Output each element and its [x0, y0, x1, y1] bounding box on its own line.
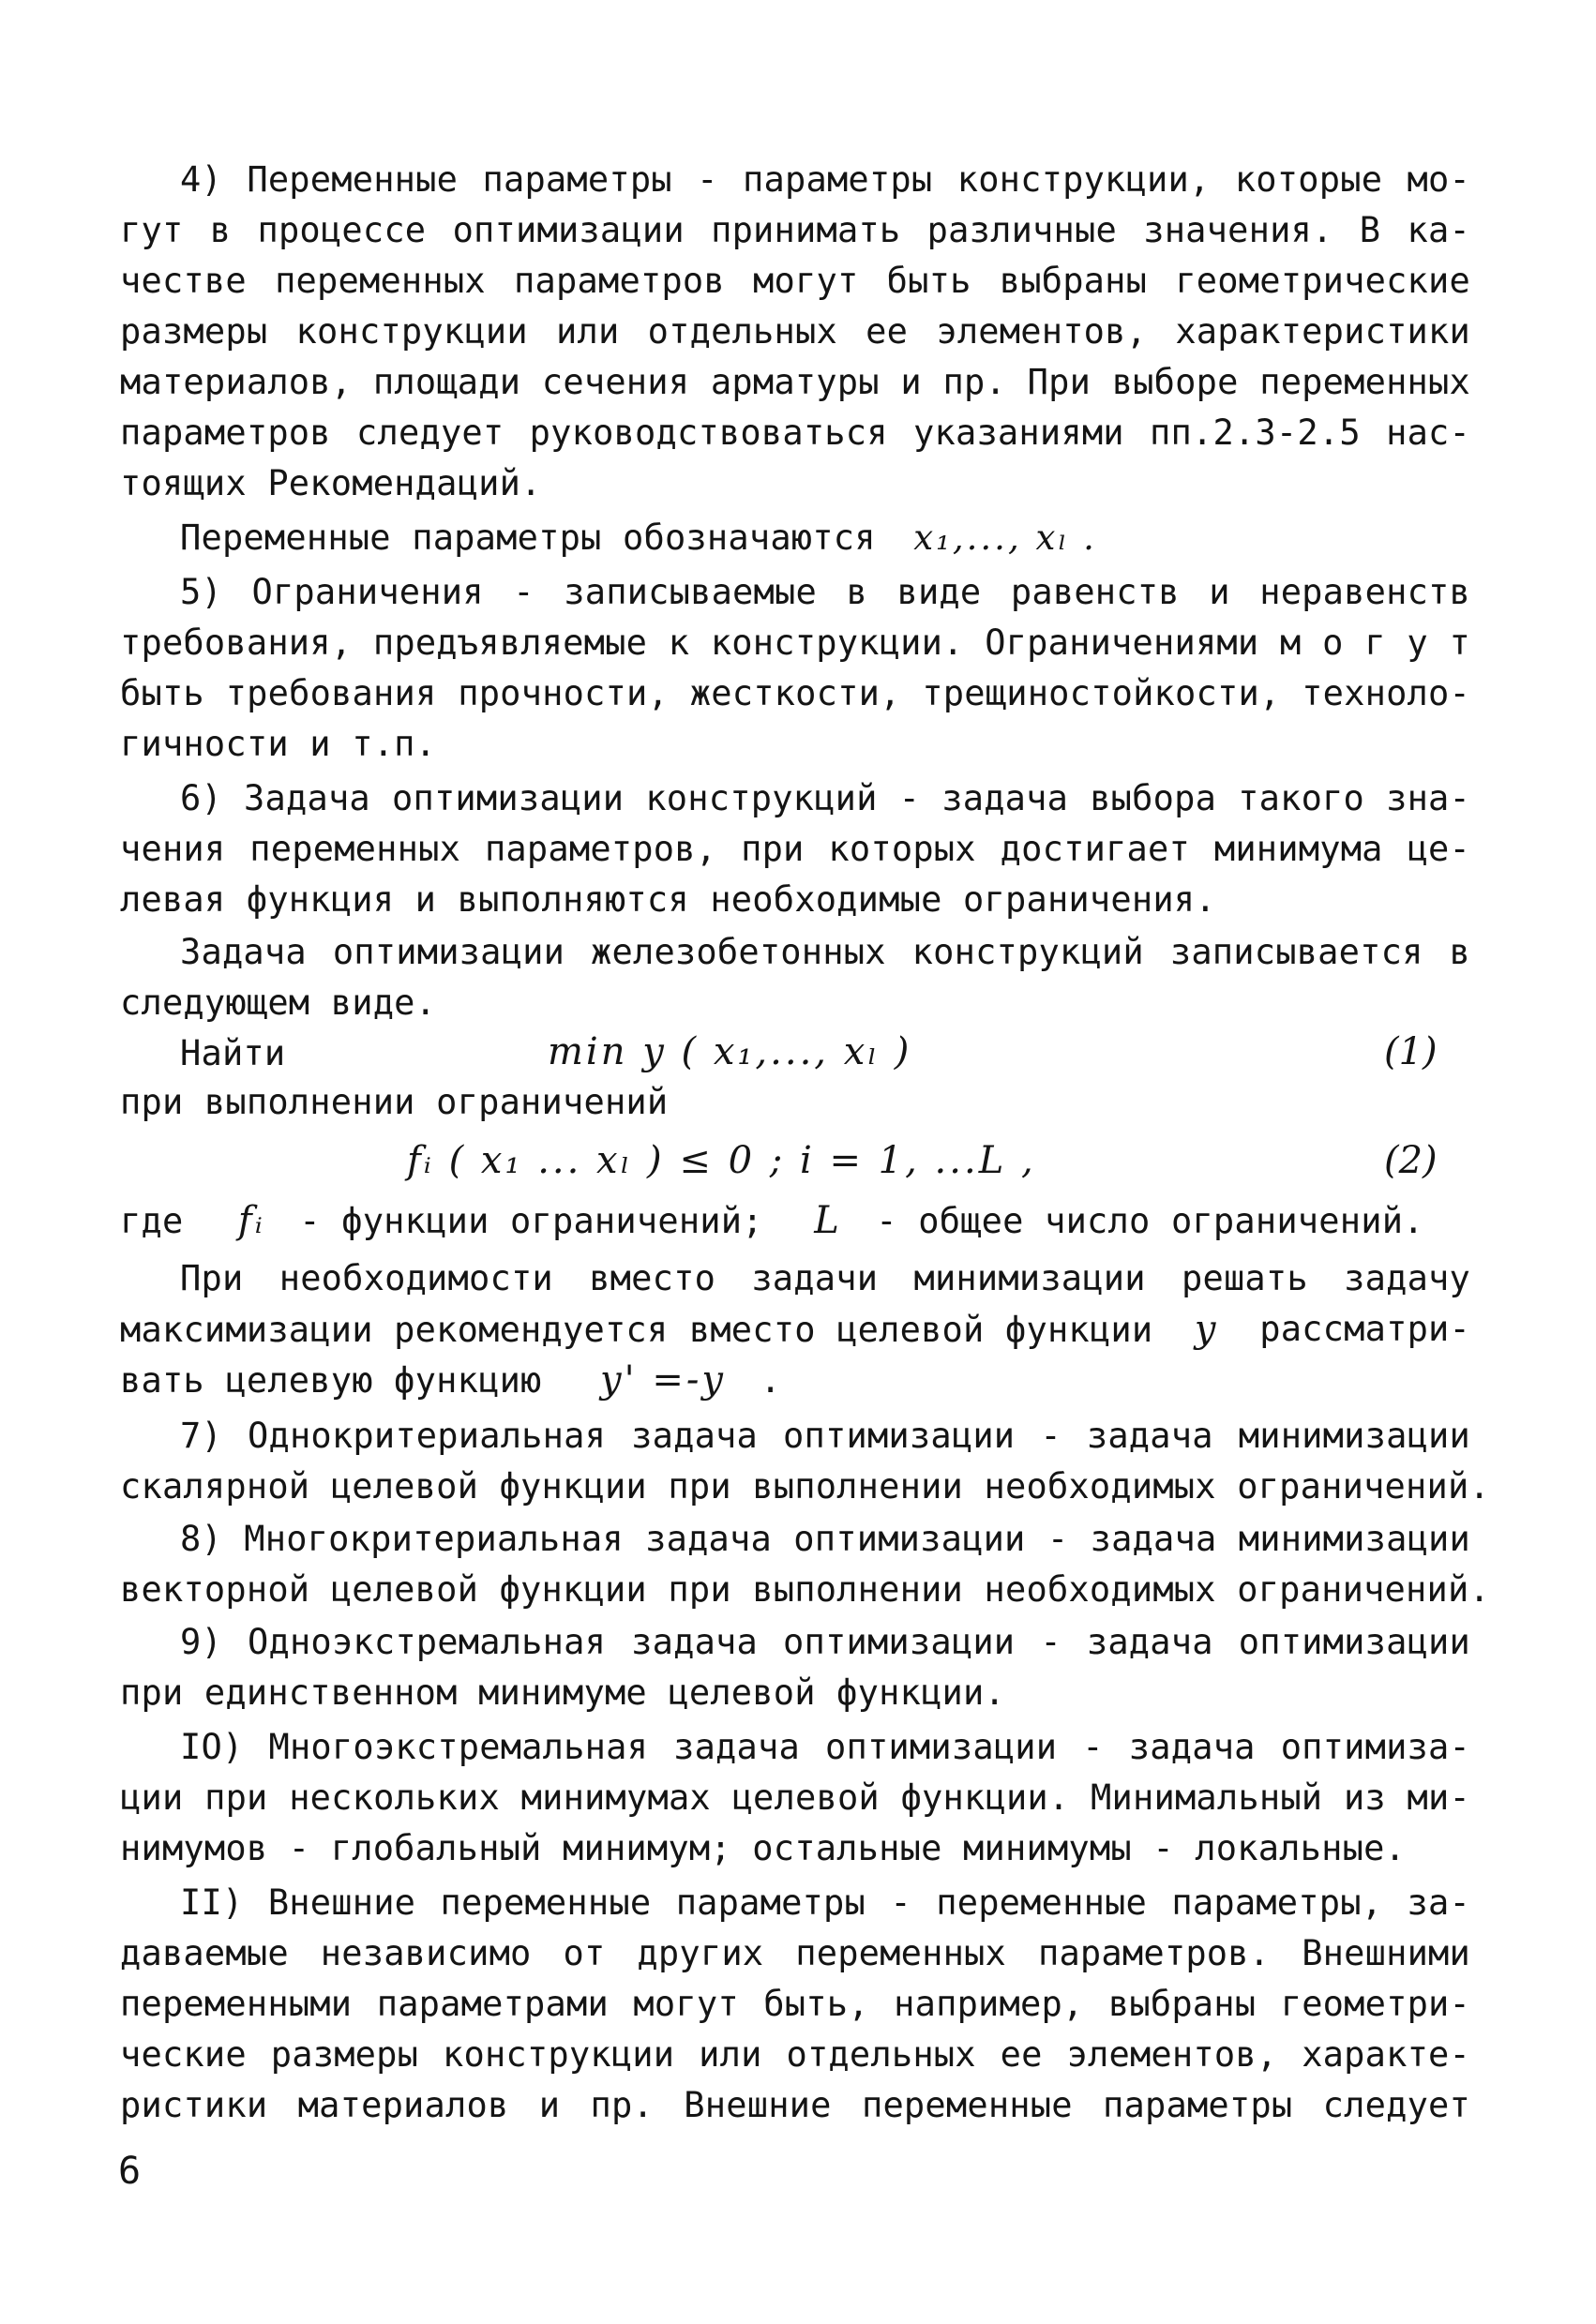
- equation-2: fᵢ ( x₁ ... xₗ ) ≤ 0 ; i = 1, ...L ,: [407, 1139, 1036, 1182]
- where-line: [120, 1196, 1470, 1245]
- text-line: II) Внешние переменные параметры - переменные параметры, за-: [180, 1882, 1470, 1923]
- text-line: требования, предъявляемые к конструкции. Ограничениями м о г у т: [120, 622, 1470, 663]
- equation-1: min y ( x₁,..., xₗ ): [548, 1030, 912, 1073]
- max-text: максимизации рекомендуется вместо целевой функции: [120, 1310, 1153, 1350]
- text-line: при единственном минимуме целевой функции.: [120, 1672, 1005, 1713]
- where-word: где: [120, 1201, 184, 1241]
- text-line: [120, 1356, 1470, 1404]
- equation-1-number: (1): [1384, 1030, 1438, 1073]
- text-line: ции при нескольких минимумах целевой функции. Минимальный из ми-: [120, 1777, 1470, 1818]
- text-line: ческие размеры конструкции или отдельных ее элементов, характе-: [120, 2034, 1470, 2075]
- page-number: 6: [118, 2150, 142, 2193]
- where-f-symbol: fᵢ: [237, 1199, 265, 1242]
- text-line: переменными параметрами могут быть, например, выбраны геометри-: [120, 1984, 1470, 2024]
- text-line: [120, 1305, 1470, 1354]
- where-f-description: - функции ограничений;: [299, 1201, 763, 1241]
- find-label: Найти: [180, 1033, 286, 1073]
- text-line: ристики материалов и пр. Внешние переменные параметры следует: [120, 2085, 1470, 2125]
- condition-label: при выполнении ограничений: [120, 1082, 669, 1122]
- text-line: 9) Одноэкстремальная задача оптимизации - задача оптимизации: [180, 1622, 1470, 1662]
- text-line: векторной целевой функции при выполнении необходимых ограничений.: [120, 1569, 1490, 1610]
- text-line: даваемые независимо от других переменных параметров. Внешними: [120, 1933, 1470, 1973]
- text-line: нимумов - глобальный минимум; остальные минимумы - локальные.: [120, 1828, 1407, 1868]
- text-line: следующем виде.: [120, 982, 437, 1023]
- text-line: материалов, площади сечения арматуры и пр. При выборе переменных: [120, 362, 1470, 402]
- text-line: 4) Переменные параметры - параметры конструкции, которые мо-: [180, 159, 1470, 200]
- variables-text: Переменные параметры обозначаются: [180, 517, 876, 558]
- where-L-description: - общее число ограничений.: [876, 1201, 1424, 1241]
- text-line: размеры конструкции или отдельных ее элементов, характеристики: [120, 311, 1470, 352]
- text-line: чения переменных параметров, при которых достигает минимума це-: [120, 829, 1470, 869]
- max-tail: рассматри-: [1259, 1309, 1470, 1349]
- text-line: тоящих Рекомендаций.: [120, 463, 542, 503]
- max-last-math: y' =-y: [600, 1358, 726, 1402]
- max-y-symbol: y: [1194, 1308, 1219, 1351]
- text-line: быть требования прочности, жесткости, трещиностойкости, техноло-: [120, 673, 1470, 713]
- text-line: При необходимости вместо задачи минимизации решать задачу: [180, 1258, 1470, 1298]
- text-line: честве переменных параметров могут быть выбраны геометрические: [120, 261, 1470, 301]
- text-line: левая функция и выполняются необходимые ограничения.: [120, 879, 1216, 920]
- text-line: параметров следует руководствоваться указаниями пп.2.3-2.5 нас-: [120, 412, 1470, 453]
- text-line: скалярной целевой функции при выполнении необходимых ограничений.: [120, 1466, 1490, 1507]
- text-line: Задача оптимизации железобетонных конструкций записывается в: [180, 932, 1470, 972]
- text-line: гут в процессе оптимизации принимать различные значения. В ка-: [120, 210, 1470, 250]
- text-line: [180, 514, 1470, 562]
- variables-math: x₁,..., xₗ .: [913, 517, 1097, 558]
- equation-2-number: (2): [1384, 1139, 1438, 1182]
- text-line: 8) Многокритериальная задача оптимизации - задача минимизации: [180, 1519, 1470, 1559]
- text-line: гичности и т.п.: [120, 724, 437, 764]
- text-line: 5) Ограничения - записываемые в виде равенств и неравенств: [180, 572, 1470, 612]
- max-last-text: вать целевую функцию: [120, 1360, 542, 1401]
- text-line: IO) Многоэкстремальная задача оптимизации - задача оптимиза-: [180, 1727, 1470, 1767]
- text-line: 7) Однокритериальная задача оптимизации - задача минимизации: [180, 1416, 1470, 1456]
- where-L-symbol: L: [814, 1199, 842, 1242]
- max-last-period: .: [760, 1360, 781, 1401]
- text-line: 6) Задача оптимизации конструкций - задача выбора такого зна-: [180, 778, 1470, 818]
